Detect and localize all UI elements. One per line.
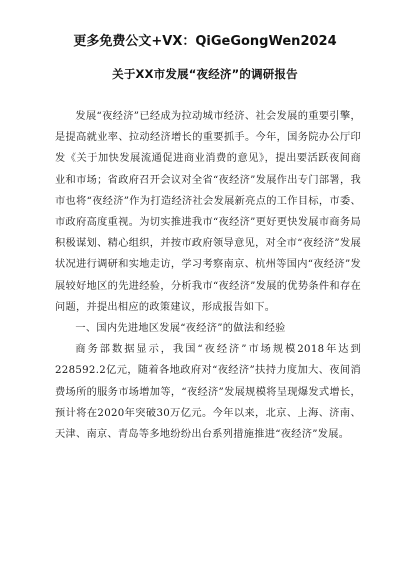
section-heading: 一、国内先进地区发展“夜经济”的做法和经验 xyxy=(75,323,286,335)
document-body xyxy=(55,106,361,445)
watermark-text: 更多免费公文+VX：QiGeGongWen2024 xyxy=(73,34,337,49)
intro-paragraph: 发展“夜经济”已经成为拉动城市经济、社会发展的重要引擎，是提高就业率、拉动经济增长的重要抓手。今年，国务院办公厅印发《关于加快发展流通促进商业消费的意见》，提出要活跃夜间商业和市场；省政府召开会议对全省“夜经济”发展作出专门部署，我市也将“夜经济”作为打造经济社会发展新亮点的工作目标，市委、市政府高度重视。为切实推进我市“夜经济”更好更快发展市商务局积极谋划、精心组织，并按市政府领导意见，对全市“夜经济”发展状况进行调研和实地走访，学习考察南京、杭州等国内“夜经济”发展较好地区的先进经验，分析我市“夜经济”发展的优势条件和存在问题，并提出相应的政策建议，形成报告如下。 xyxy=(55,111,361,313)
section-paragraph: 商务部数据显示，我国“夜经济”市场规模2018年达到228592.2亿元，随着各地政府对“夜经济”扶持力度加大、夜间消费场所的服务市场增加等，“夜经济”发展规模将呈现爆发式增长，预计将在2020年突破30万亿元。今年以来，北京、上海、济南、天津、南京、青岛等多地纷纷出台系列措施推进“夜经济”发展。 xyxy=(55,344,361,441)
document-title: 关于XX市发展“夜经济”的调研报告 xyxy=(112,67,298,81)
